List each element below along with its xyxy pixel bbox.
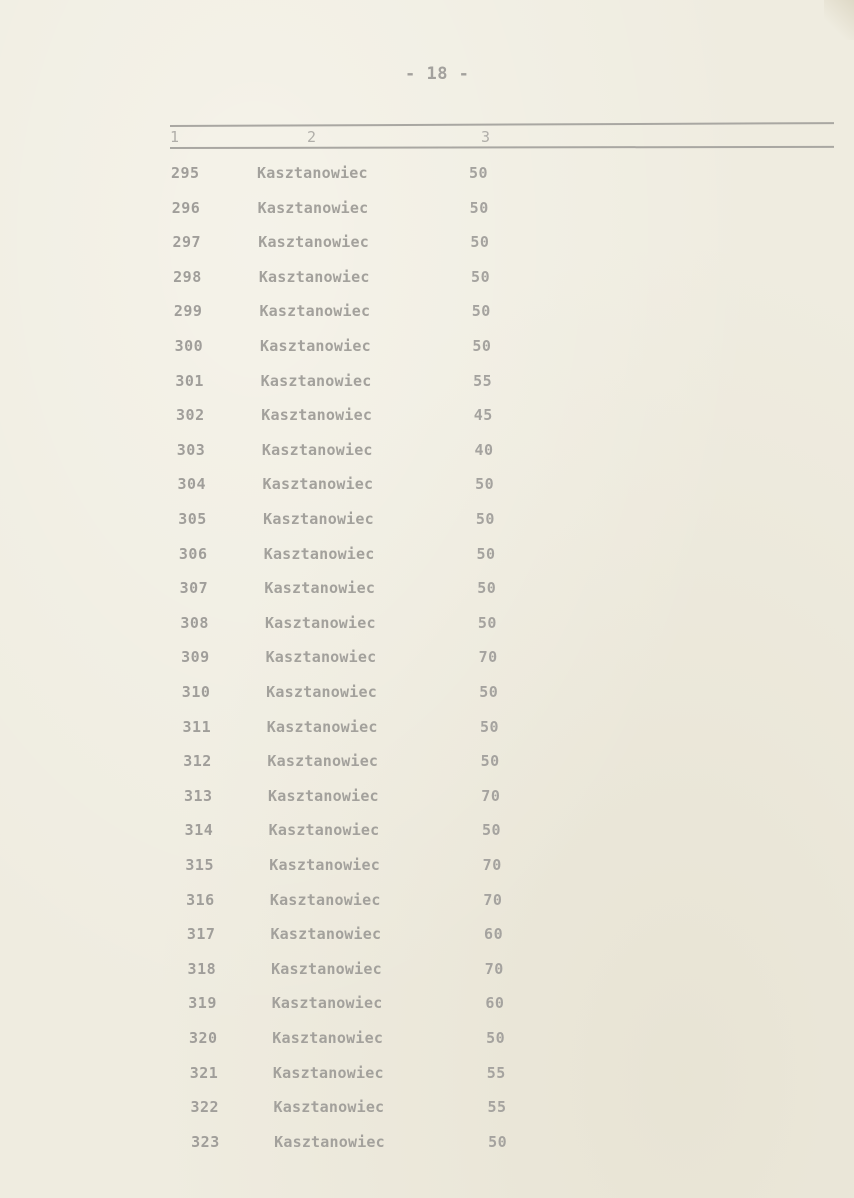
- row-number: 322: [190, 1098, 220, 1117]
- table-row: [0, 545, 854, 567]
- row-value: 50: [469, 198, 489, 217]
- table-row: [0, 337, 854, 359]
- row-place: Kasztanowiec: [274, 1132, 385, 1151]
- row-number: 297: [172, 233, 202, 252]
- column-header-3: 3: [481, 128, 491, 146]
- row-place: Kasztanowiec: [269, 856, 381, 874]
- row-place: Kasztanowiec: [266, 683, 377, 701]
- row-number: 303: [176, 440, 206, 459]
- row-number: 323: [191, 1132, 220, 1151]
- row-place: Kasztanowiec: [269, 890, 381, 909]
- table-row: [0, 302, 854, 324]
- row-place: Kasztanowiec: [257, 198, 369, 217]
- row-value: 70: [478, 648, 498, 667]
- row-place: Kasztanowiec: [266, 717, 378, 736]
- row-value: 50: [477, 579, 497, 598]
- table-row: [0, 233, 854, 255]
- row-value: 55: [487, 1098, 507, 1117]
- row-number: 295: [171, 164, 200, 182]
- row-place: Kasztanowiec: [259, 302, 371, 321]
- row-number: 310: [181, 683, 211, 701]
- row-value: 50: [479, 717, 499, 736]
- table-row: [0, 718, 854, 740]
- table-row: [0, 648, 854, 670]
- row-number: 315: [185, 856, 214, 874]
- row-value: 50: [479, 683, 499, 701]
- table-row: [0, 856, 854, 878]
- row-place: Kasztanowiec: [258, 233, 369, 252]
- table-row: [0, 164, 854, 186]
- row-place: Kasztanowiec: [261, 406, 373, 425]
- row-number: 321: [189, 1063, 219, 1082]
- table-row: [0, 752, 854, 774]
- row-number: 307: [179, 579, 209, 598]
- table-row: [0, 1029, 854, 1051]
- row-value: 55: [486, 1063, 506, 1082]
- row-value: 50: [480, 752, 500, 771]
- table-row: [0, 1133, 854, 1155]
- row-number: 305: [178, 510, 207, 528]
- row-place: Kasztanowiec: [260, 371, 372, 390]
- row-value: 50: [486, 1029, 506, 1047]
- column-header-2: 2: [307, 128, 317, 146]
- row-value: 50: [476, 544, 496, 563]
- row-value: 60: [484, 925, 504, 944]
- row-value: 40: [474, 440, 494, 459]
- row-number: 296: [171, 198, 201, 217]
- row-place: Kasztanowiec: [267, 752, 379, 771]
- row-number: 300: [174, 337, 204, 355]
- row-place: Kasztanowiec: [260, 337, 371, 355]
- row-value: 50: [488, 1132, 508, 1151]
- row-place: Kasztanowiec: [265, 648, 377, 667]
- row-value: 50: [481, 821, 502, 840]
- row-place: Kasztanowiec: [264, 613, 376, 632]
- row-value: 70: [482, 856, 502, 874]
- row-number: 320: [189, 1029, 218, 1047]
- row-value: 50: [469, 164, 489, 182]
- row-place: Kasztanowiec: [263, 510, 374, 528]
- table-row: [0, 199, 854, 221]
- row-number: 299: [173, 302, 203, 321]
- table-row: [0, 614, 854, 636]
- row-value: 50: [475, 510, 495, 528]
- table-row: [0, 372, 854, 394]
- row-place: Kasztanowiec: [270, 925, 382, 944]
- row-number: 298: [173, 267, 202, 286]
- row-value: 50: [477, 613, 497, 632]
- row-number: 304: [177, 475, 207, 494]
- row-place: Kasztanowiec: [272, 1029, 384, 1047]
- row-number: 317: [186, 925, 216, 944]
- row-number: 306: [178, 544, 208, 563]
- row-value: 50: [475, 475, 495, 494]
- row-number: 316: [186, 890, 215, 909]
- row-place: Kasztanowiec: [271, 994, 383, 1013]
- row-number: 302: [176, 406, 205, 425]
- row-number: 318: [187, 959, 217, 978]
- row-number: 308: [180, 613, 209, 632]
- row-place: Kasztanowiec: [268, 821, 380, 840]
- row-value: 50: [471, 302, 491, 321]
- row-place: Kasztanowiec: [263, 544, 375, 563]
- row-value: 50: [470, 233, 490, 252]
- table-row: [0, 406, 854, 428]
- row-number: 301: [175, 371, 204, 390]
- table-row: [0, 1064, 854, 1086]
- column-header-1: 1: [170, 128, 180, 146]
- row-place: Kasztanowiec: [271, 959, 382, 978]
- row-value: 45: [473, 406, 493, 425]
- table-row: [0, 475, 854, 497]
- table-row: [0, 925, 854, 947]
- table-row: [0, 787, 854, 809]
- row-place: Kasztanowiec: [261, 440, 373, 459]
- row-place: Kasztanowiec: [272, 1063, 384, 1082]
- row-place: Kasztanowiec: [257, 164, 368, 182]
- table-row: [0, 1098, 854, 1120]
- row-value: 70: [484, 959, 504, 978]
- table-row: [0, 510, 854, 532]
- row-value: 60: [485, 994, 505, 1013]
- row-number: 319: [188, 994, 217, 1013]
- row-place: Kasztanowiec: [264, 579, 376, 598]
- row-number: 309: [181, 648, 210, 667]
- row-value: 70: [481, 786, 501, 805]
- table-row: [0, 994, 854, 1016]
- table-row: [0, 579, 854, 601]
- row-value: 50: [472, 337, 492, 355]
- row-number: 314: [184, 821, 214, 840]
- row-place: Kasztanowiec: [273, 1098, 385, 1117]
- row-place: Kasztanowiec: [258, 267, 370, 286]
- row-value: 70: [483, 890, 503, 909]
- row-value: 50: [471, 267, 491, 286]
- page-number: - 18 -: [405, 64, 470, 84]
- row-number: 312: [183, 752, 212, 771]
- table-row: [0, 960, 854, 982]
- table-row: [0, 821, 854, 843]
- row-place: Kasztanowiec: [268, 786, 379, 805]
- row-number: 313: [183, 786, 213, 805]
- row-value: 55: [473, 371, 493, 390]
- row-number: 311: [182, 717, 212, 736]
- row-place: Kasztanowiec: [262, 475, 374, 494]
- table-row: [0, 683, 854, 705]
- table-row: [0, 268, 854, 290]
- table-row: [0, 441, 854, 463]
- table-row: [0, 891, 854, 913]
